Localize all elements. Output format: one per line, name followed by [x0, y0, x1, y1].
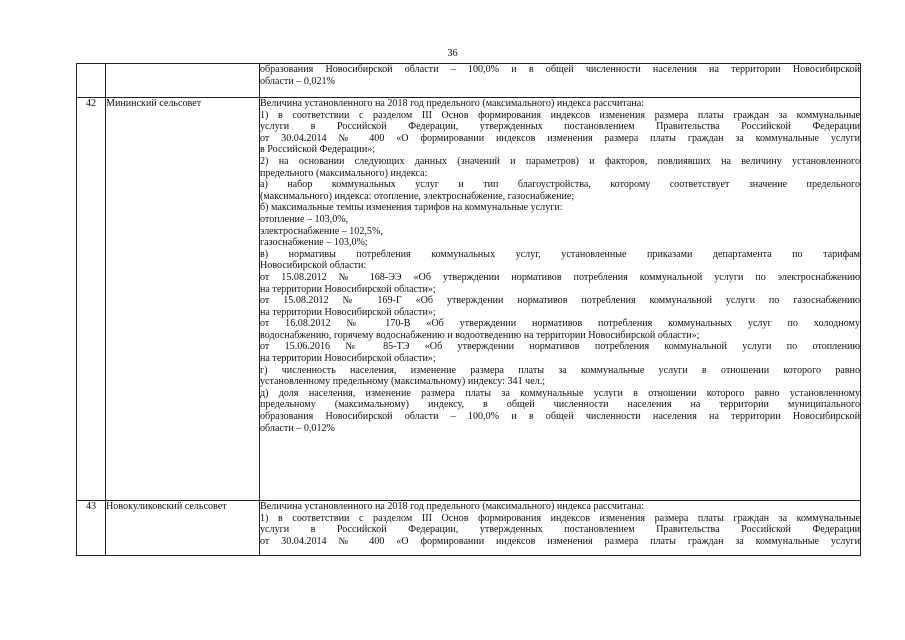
description-line: в) нормативы потребления коммунальных услуг, установленные приказами департамента по тарифам [260, 248, 860, 260]
description-line: б) максимальные темпы изменения тарифов на коммунальные услуги: [260, 202, 563, 214]
description-line: а) набор коммунальных услуг и тип благоустройства, которому соответствует значение предельного [260, 179, 860, 191]
description-line: от 15.06.2016 № 85-ТЭ «Об утверждении нормативов потребления коммунальной услуги по отоплению [260, 341, 860, 353]
description-line: Новосибирской области: [260, 260, 367, 272]
row-number-cell: 42 [77, 98, 106, 501]
description-cell [260, 64, 861, 98]
municipality-name-cell: Мининский сельсовет [106, 98, 260, 501]
description-line: на территории Новосибирской области»; [260, 353, 436, 365]
description-line: области – 0,012% [260, 422, 335, 434]
description-line: предельного (максимального) индекса: [260, 167, 428, 179]
description-line: Величина установленного на 2018 год предельного (максимального) индекса рассчитана: [260, 501, 644, 512]
description-line: установленному предельному (максимальному) индексу: 341 чел.; [260, 376, 546, 388]
description-line: (максимального) индекса: отопление, электроснабжение, газоснабжение; [260, 190, 575, 202]
description-cell [260, 98, 861, 501]
description-line: от 30.04.2014 № 400 «О формировании индексов изменения размера платы граждан за коммунальные услуги [260, 132, 860, 144]
description-line: услуги в Российской Федерации, утвержденных постановлением Правительства Российской Федерации [260, 121, 860, 133]
description-line: 1) в соответствии с разделом III Основ формирования индексов изменения размера платы граждан за коммунальные [260, 512, 860, 524]
description-line: образования Новосибирской области – 100,0% и в общей численности населения на территории Новосибирской [260, 411, 860, 423]
description-line: от 30.04.2014 № 400 «О формировании индексов изменения размера платы граждан за коммунальные услуги [260, 535, 860, 547]
description-line: от 15.08.2012 № 169-Г «Об утверждении нормативов потребления коммунальной услуги по газоснабжению [260, 295, 860, 307]
description-line: газоснабжение – 103,0%; [260, 237, 368, 249]
description-line: от 16.08.2012 № 170-В «Об утверждении нормативов потребления коммунальных услуг по холодному [260, 318, 860, 330]
description-line: в Российской Федерации»; [260, 144, 376, 156]
description-line: на территории Новосибирской области»; [260, 283, 436, 295]
description-line: д) доля населения, изменение размера платы за коммунальные услуги в отношении которого равно установленному [260, 387, 860, 399]
row-number-cell [77, 64, 106, 98]
description-line: предельному (максимальному) индексу, в общей численности населения на территории муниципального [260, 399, 860, 411]
description-line: образования Новосибирской области – 100,0% и в общей численности населения на территории Новосибирской [260, 64, 860, 75]
description-line: отопление – 103,0%, [260, 213, 349, 225]
page-number: 36 [447, 48, 458, 59]
description-cell [260, 501, 861, 556]
municipality-name-cell: Новокуликовский сельсовет [106, 501, 260, 556]
table-row-continuation [77, 64, 861, 98]
table-row-43 [77, 501, 861, 556]
row-number-cell: 43 [77, 501, 106, 556]
description-line: услуги в Российской Федерации, утвержденных постановлением Правительства Российской Федерации [260, 524, 860, 536]
description-line: на территории Новосибирской области»; [260, 306, 436, 318]
description-line: 2) на основании следующих данных (значений и параметров) и факторов, повлиявших на величину установленного [260, 155, 860, 167]
municipality-name-cell [106, 64, 260, 98]
description-line: г) численность населения, изменение размера платы за коммунальные услуги в отношении которого равно [260, 364, 860, 376]
description-line: от 15.08.2012 № 168-ЭЭ «Об утверждении нормативов потребления коммунальной услуги по электроснабжению [260, 271, 860, 283]
description-line: 1) в соответствии с разделом III Основ формирования индексов изменения размера платы граждан за коммунальные [260, 109, 860, 121]
table-row-42 [77, 98, 861, 501]
description-line: области – 0,021% [260, 75, 335, 87]
description-line: Величина установленного на 2018 год предельного (максимального) индекса рассчитана: [260, 98, 644, 109]
tariff-index-table [76, 63, 861, 556]
description-line: электроснабжение – 102,5%, [260, 225, 383, 237]
description-clip [260, 501, 860, 555]
description-line: водоснабжению, горячему водоснабжению и водоотведению на территории Новосибирской области»; [260, 329, 700, 341]
